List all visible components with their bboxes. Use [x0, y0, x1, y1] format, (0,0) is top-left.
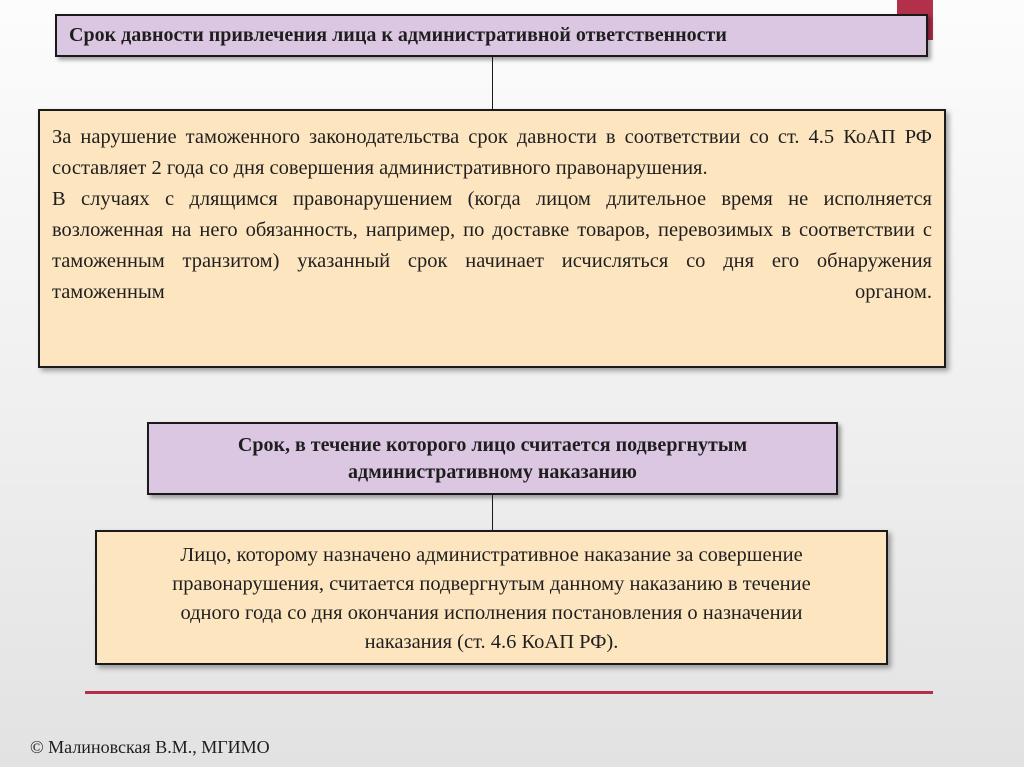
section1-heading [55, 14, 928, 57]
section2-heading-text: Срок, в течение которого лицо считается подвергнутым административному наказанию [237, 433, 748, 483]
section1-heading-text: Срок давности привлечения лица к административной ответственности [69, 24, 727, 46]
section1-paragraph-2: В случаях с длящимся правонарушением (когда лицом длительное время не исполняется возложенная на него обязанность, например, по доставке товаров, перевозимых в соответствии с таможенным транзитом) указанный срок начинает исчисляться со дня его обнаружения таможенным органом. [52, 188, 932, 303]
section2-heading [147, 422, 838, 495]
section2-text: Лицо, которому назначено административное наказание за совершение правонарушения, считается подвергнутым данному наказанию в течение одного года со дня окончания исполнения постановления о назначении наказания (ст. 4.6 КоАП РФ). [172, 544, 811, 653]
footer-divider [85, 691, 933, 694]
section1-body [38, 109, 946, 368]
connector-line-2 [492, 495, 493, 530]
footer-copyright: © Малиновская В.М., МГИМО [30, 737, 270, 757]
section2-body [95, 530, 888, 665]
connector-line-1 [492, 57, 493, 109]
section1-paragraph-1: За нарушение таможенного законодательства срок давности в соответствии со ст. 4.5 КоАП РФ составляет 2 года со дня совершения административного правонарушения. [52, 126, 932, 179]
